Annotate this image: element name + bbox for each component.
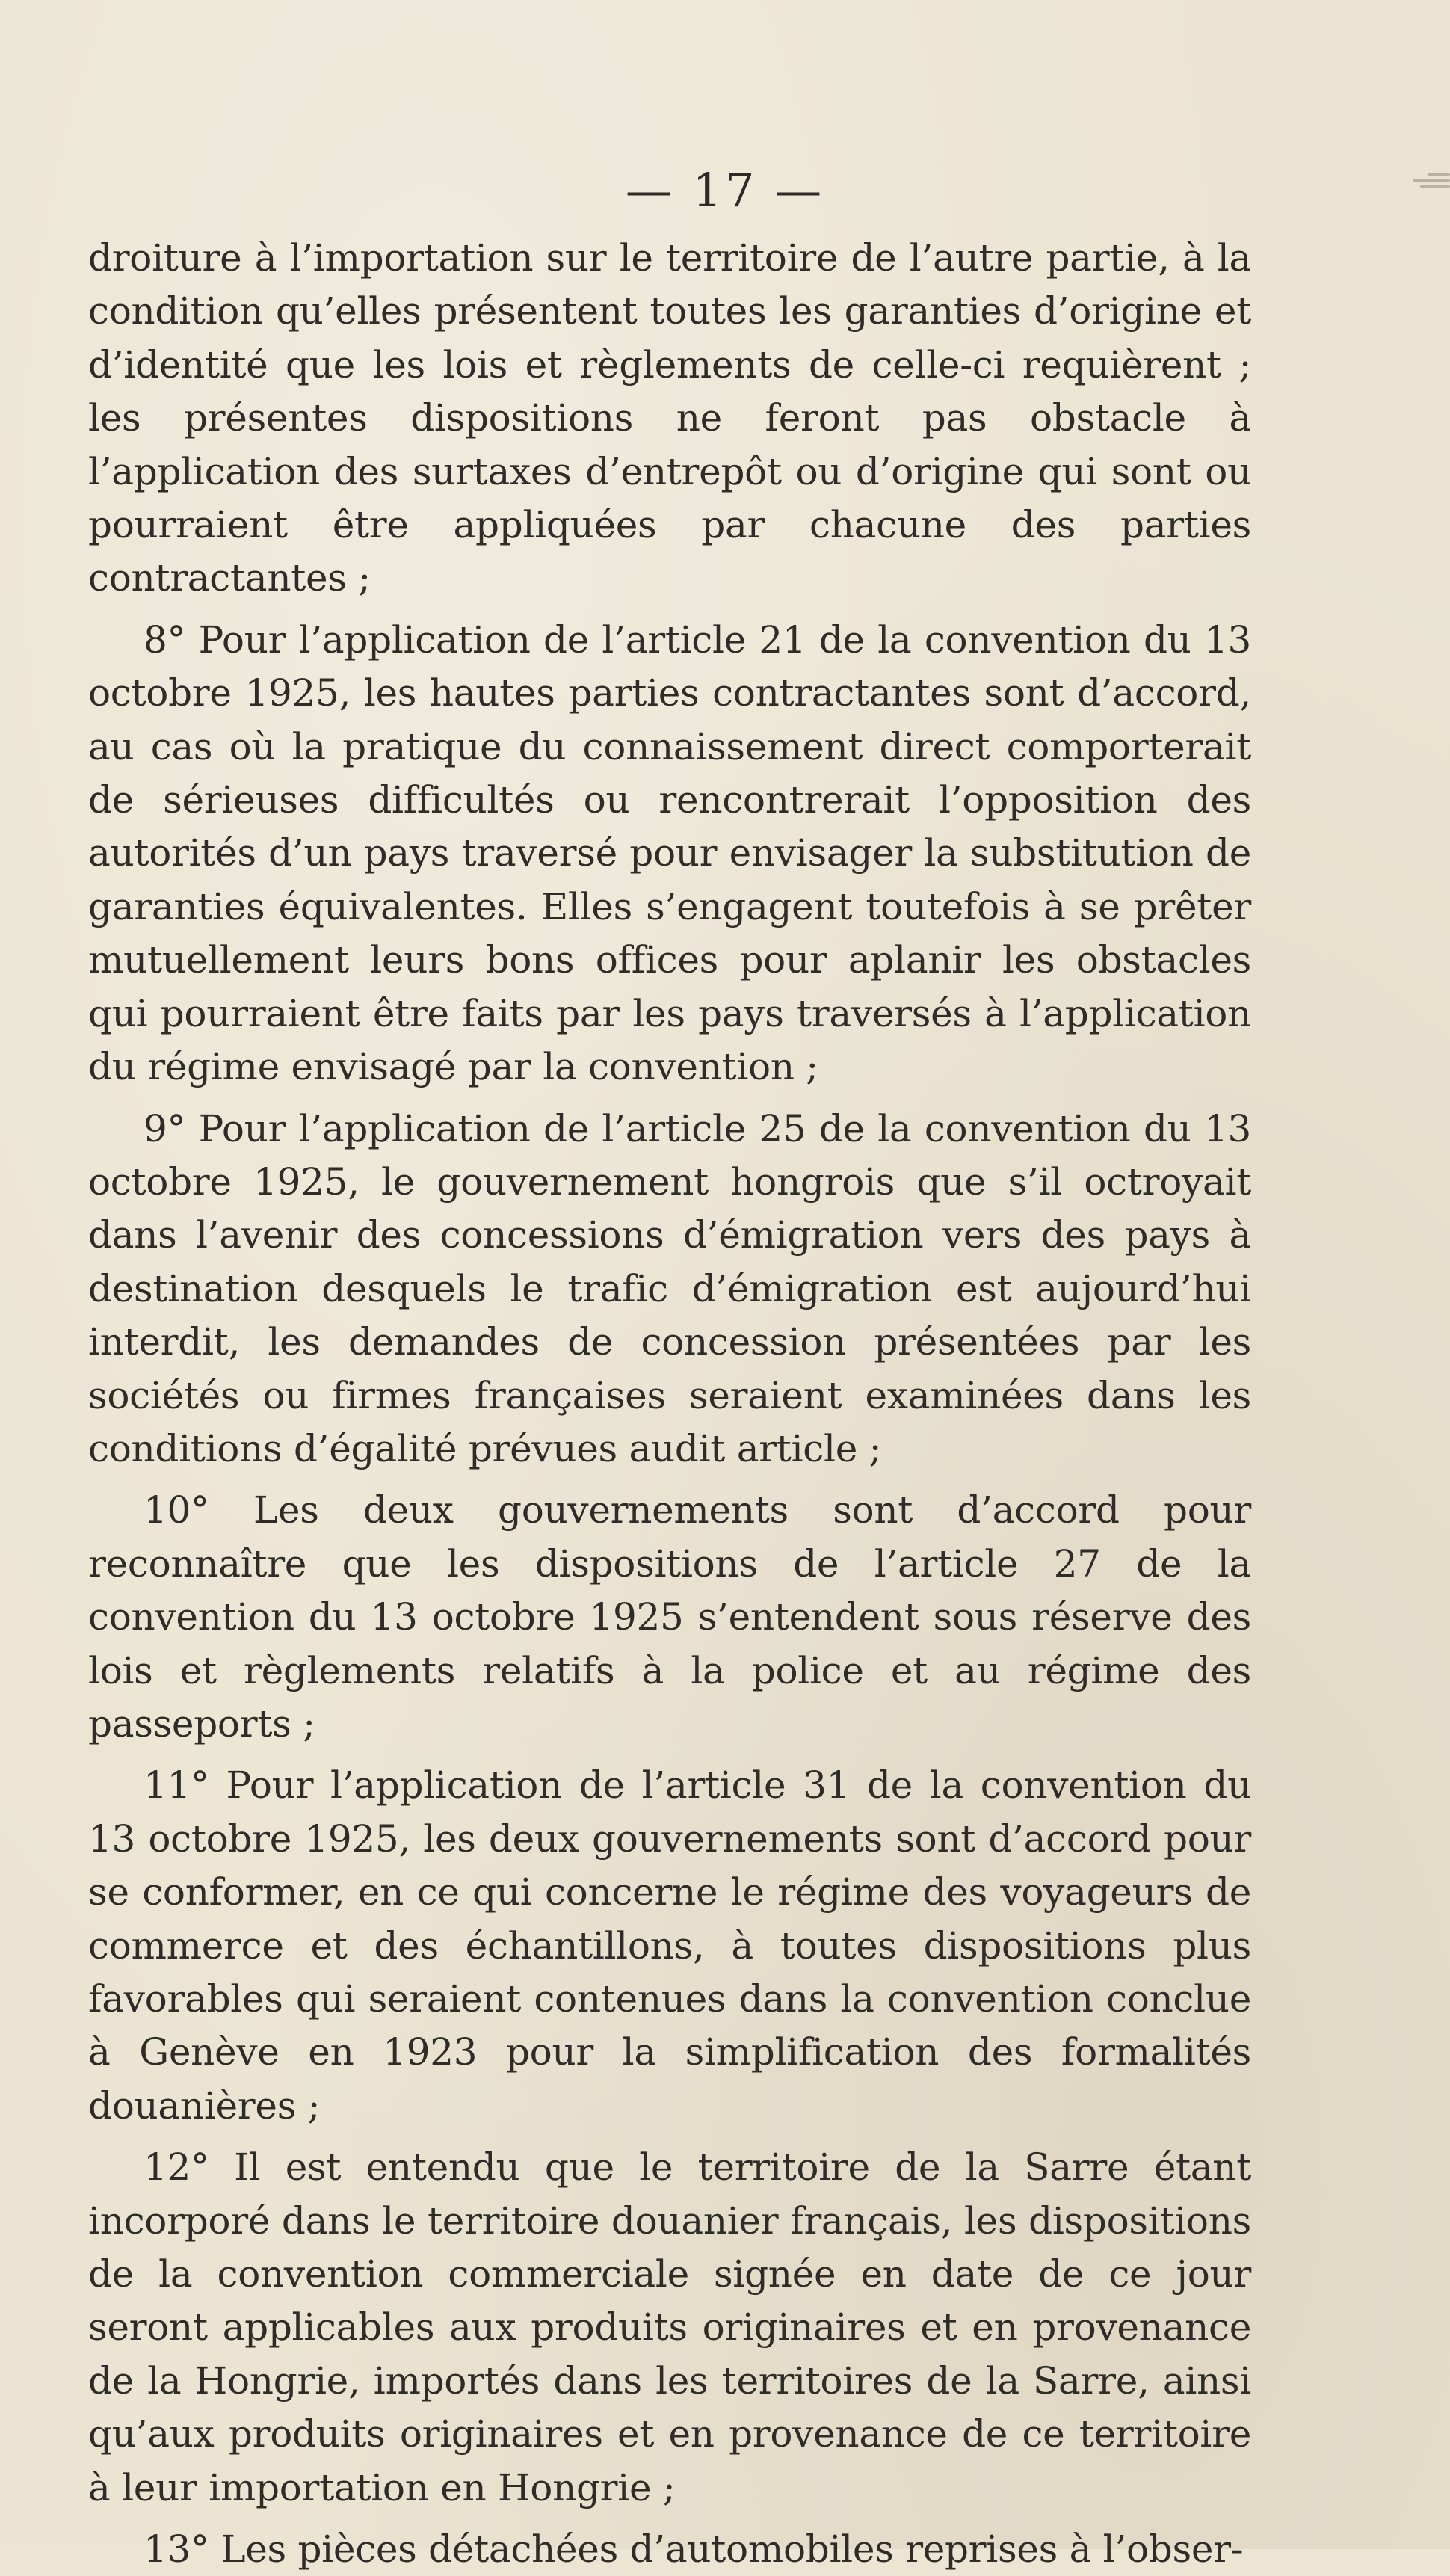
paragraph-continuation: droiture à l’importation sur le territoire de l’autre partie, à la condition qu’elles présentent toutes les garanties d’origine et d’identité que les lois et règlements de celle-ci requièrent ; les présentes dispositions ne feront pas obstacle à l’application des surtaxes d’entrepôt ou d’origine qui sont ou pourraient être appliquées par chacune des parties contractantes ; [88,236,1251,600]
paragraph-item-10: 10° Les deux gouvernements sont d’accord pour reconnaître que les dispositions de l’article 27 de la convention du 13 octobre 1925 s’entendent sous réserve des lois et règlements relatifs à la police et au régime des passeports ; [88,1488,1251,1745]
paragraph-item-9: 9° Pour l’application de l’article 25 de la convention du 13 octobre 1925, le gouvernement hongrois que s’il octroyait dans l’avenir des concessions d’émigration vers des pays à destination desquels le trafic d’émigration est aujourd’hui interdit, les demandes de concession présentées par les sociétés ou firmes françaises seraient examinées dans les conditions d’égalité prévues audit article ; [88,1106,1251,1470]
paragraph-item-13: 13° Les pièces détachées d’automobiles reprises à l’obser- [144,2527,1244,2572]
paragraph-item-12: 12° Il est entendu que le territoire de la Sarre étant incorporé dans le territoire douanier français, les dispositions de la convention commerciale signée en date de ce jour seront applicables aux produits originaires et en provenance de la Hongrie, importés dans les territoires de la Sarre, ainsi qu’aux produits originaires et en provenance de ce territoire à leur importation en Hongrie ; [88,2145,1251,2509]
paragraph-item-8: 8° Pour l’application de l’article 21 de la convention du 13 octobre 1925, les hautes parties contractantes sont d’accord, au cas où la pratique du connaissement direct comporterait de sérieuses difficultés ou rencontrerait l’opposition des autorités d’un pays traversé pour envisager la substitution de garanties équivalentes. Elles s’engagent toutefois à se prêter mutuellement leurs bons offices pour aplanir les obstacles qui pourraient être faits par les pays traversés à l’application du régime envisagé par la convention ; [88,617,1251,1089]
paragraph-item-11: 11° Pour l’application de l’article 31 de la convention du 13 octobre 1925, les deux gouvernements sont d’accord pour se conformer, en ce qui concerne le régime des voyageurs de commerce et des échantillons, à toutes dispositions plus favorables qui seraient contenues dans la convention conclue à Genève en 1923 pour la simplification des formalités douanières ; [88,1763,1251,2127]
body-text [88,232,1251,2576]
page-number: — 17 — [625,163,825,218]
